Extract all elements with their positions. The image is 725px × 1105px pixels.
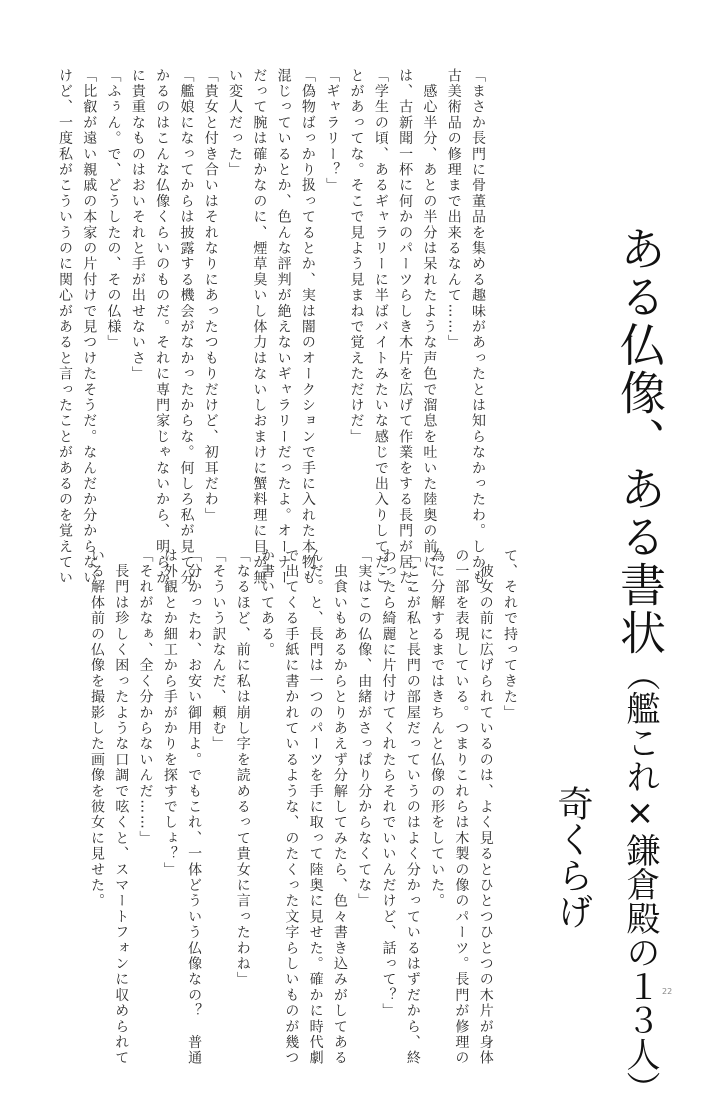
text-line: いる解体前の仏像を撮影した画像を彼女に見せた。 (88, 548, 105, 910)
text-line: は外観とか細工から手がかりを探すでしょ？」 (161, 548, 178, 878)
text-line: 彼女の前に広げられているのは、よく見るとひとつひとつの木片が身体 (477, 548, 494, 1067)
text-line: か書いてある。 (259, 548, 276, 658)
text-line: 古美術品の修理まで出来るなんて……」 (445, 68, 462, 351)
text-line: かるのはこんな仏像くらいのものだ。それに専門家じゃないから、明らか (154, 68, 171, 587)
text-line: 「比叡が遠い親戚の本家の片付けで見つけたそうだ。なんだか分からない (81, 68, 98, 587)
text-line: 混じっているとか、色んな評判が絶えないギャラリーだったよ。オーナー (275, 68, 292, 587)
text-line: 感心半分、あとの半分は呆れたような声色で溜息を吐いた陸奥の前に (421, 68, 438, 571)
text-line: とがあってな。そこで見よう見まねで覚えただけだ」 (348, 68, 365, 445)
text-line: 「まさか長門に骨董品を集める趣味があったとは知らなかったわ。しかも (470, 68, 486, 587)
text-line: に貴重なものはおいそれと手が出せないさ」 (129, 68, 146, 382)
text-line: んだ。と、長門は一つのパーツを手に取って陸奥に見せた。確かに時代劇 (307, 548, 324, 1067)
title-main: ある仏像、ある書状 (613, 225, 667, 657)
text-line: 「ふぅん。で、どうしたの、その仏様」 (105, 68, 122, 351)
text-line: けど、一度私がこういうのに関心があると言ったことがあるのを覚えてい (56, 68, 73, 587)
text-line: て、それで持ってきた」 (502, 548, 518, 721)
text-line: だって腕は確かなのに、煙草臭いし体力はないしおまけに蟹料理に目が無 (251, 68, 268, 587)
author-name: 奇くらげ (552, 785, 593, 929)
text-line: 「ここが私と長門の部屋だっていうのはよく分かっているはずだから、終 (404, 548, 421, 1067)
text-line: い変人だった」 (227, 68, 244, 178)
text-line: 「偽物ばっかり扱ってるとか、実は闇のオークションで手に入れた本物も (299, 68, 316, 587)
text-line: 「なるほど、前に私は崩し字を読めるって貴女に言ったわね」 (234, 548, 251, 988)
body-text-bottom (88, 548, 522, 1067)
text-line: わったら綺麗に片付けてくれたらそれでいいんだけど、話って？」 (380, 548, 397, 1019)
text-line: 長門は珍しく困ったような口調で呟くと、スマートフォンに収められて (113, 548, 130, 1067)
text-line: で出てくる手紙に書かれているような、のたくった文字らしいものが幾つ (283, 548, 300, 1067)
text-line: 「艦娘になってからは披露する機会がなかったからな。何しろ私が見て分 (178, 68, 195, 587)
text-line: 虫食いもあるからとりあえず分解してみたら、色々書き込みがしてある (331, 548, 348, 1067)
text-line: 「それがなぁ、全く分からないんだ……」 (137, 548, 154, 847)
text-line: 「貴女と付き合いはそれなりにあったつもりだけど、初耳だわ」 (202, 68, 219, 524)
page-number: 22 (662, 987, 673, 996)
text-line: 「分かったわ、お安い御用よ。でもこれ、一体どういう仏像なの？ 普通 (186, 548, 203, 1067)
text-line: 「ギャラリー？」 (324, 68, 341, 194)
text-line: 「実はこの仏像、由緒がさっぱり分からなくてな」 (356, 548, 373, 910)
text-line: 「そういう訳なんだ、頼む」 (210, 548, 227, 753)
text-line: 為に分解するまではきちんと仏像の形をしていた。 (429, 548, 446, 910)
text-line: の一部を表現している。つまりこれらは木製の像のパーツ。長門が修理の (453, 548, 470, 1067)
text-line: 「学生の頃、あるギャラリーに半ばバイトみたいな感じで出入りしてたこ (372, 68, 389, 587)
body-text-top (56, 68, 490, 602)
title-subtitle: （艦これ×鎌倉殿の１３人） (620, 657, 660, 1105)
text-line: は、古新聞一杯に何かのパーツらしき木片を広げて作業をする長門が居た。 (397, 68, 414, 602)
